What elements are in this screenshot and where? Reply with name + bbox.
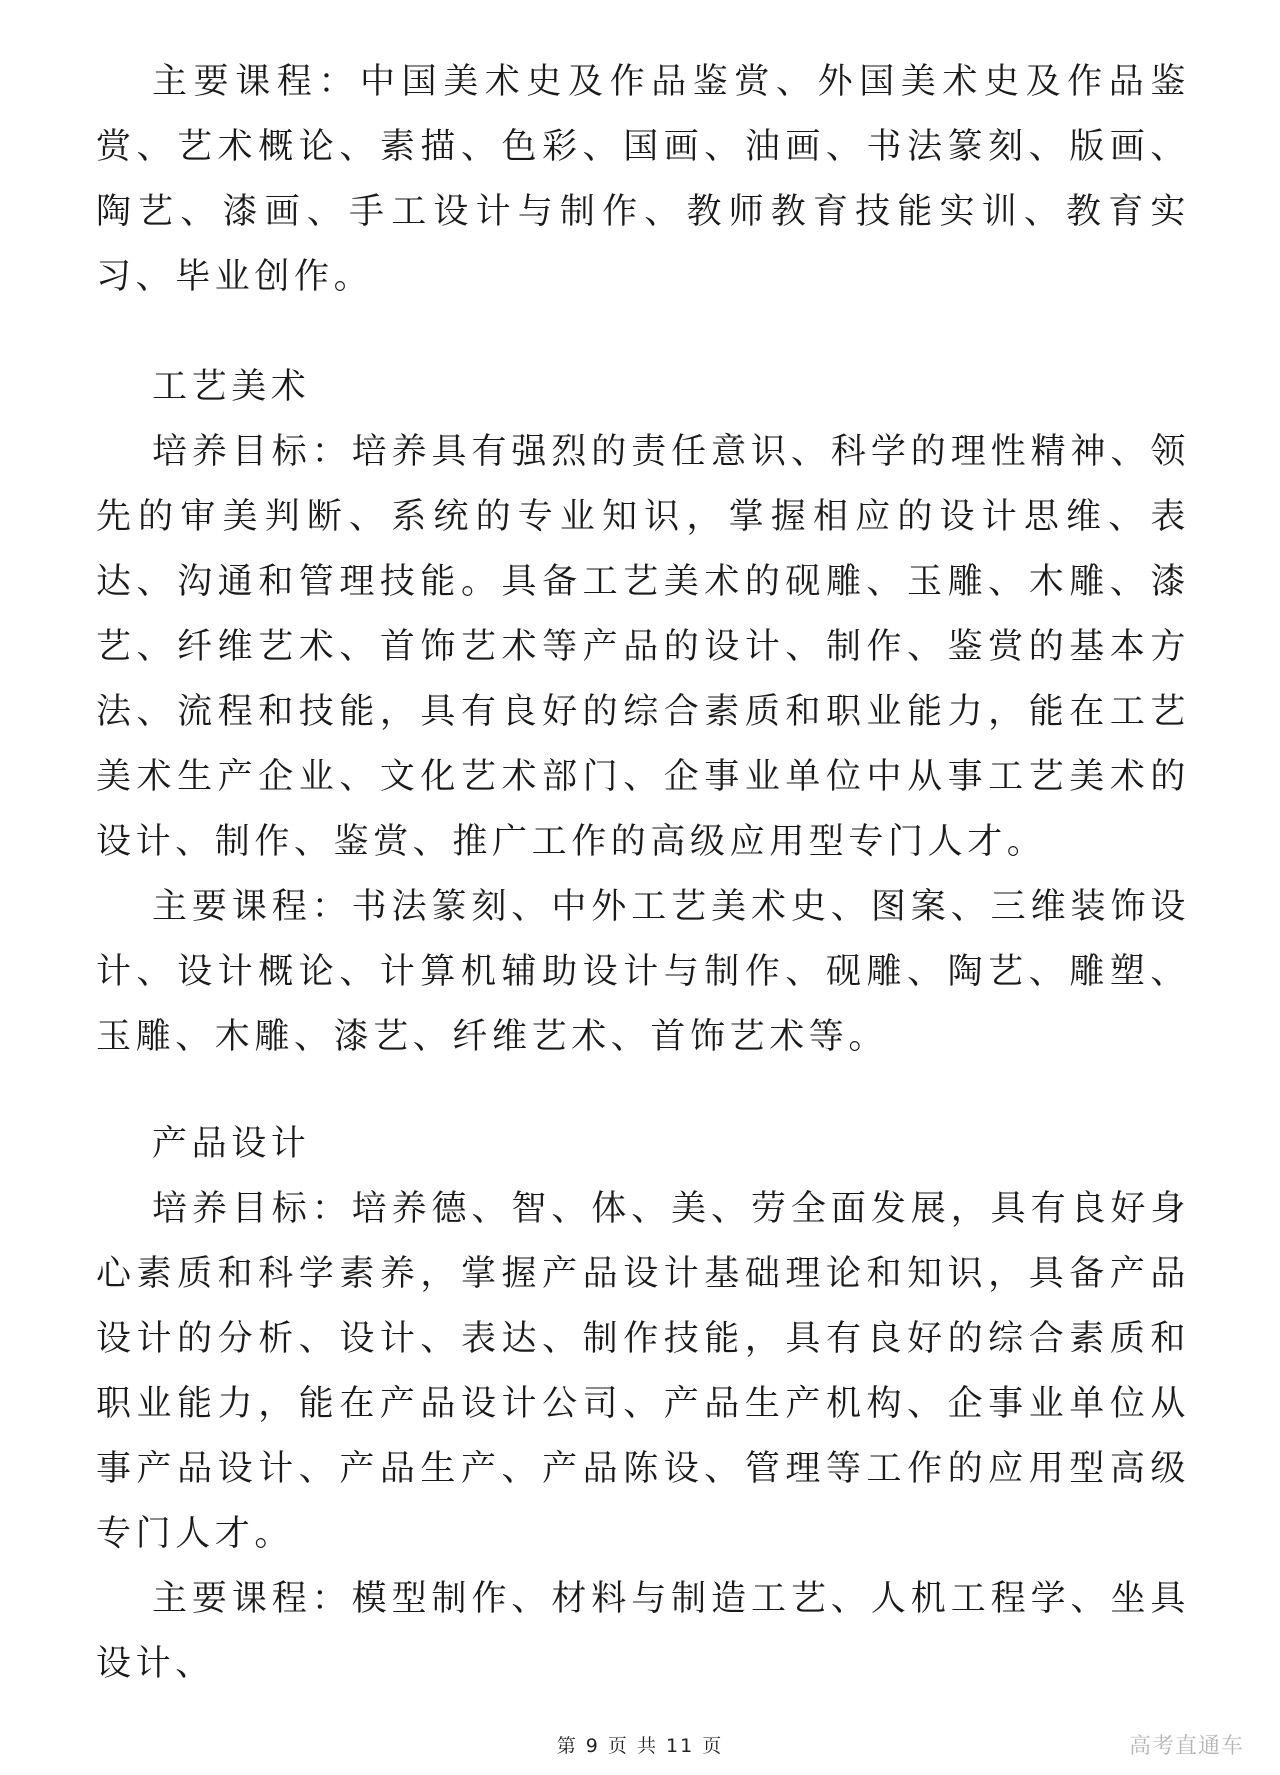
watermark-text: 高考直通车 <box>1128 1734 1244 1759</box>
goal-paragraph-crafts: 培养目标：培养具有强烈的责任意识、科学的理性精神、领先的审美判断、系统的专业知识，掌握相应的设计思维、表达、沟通和管理技能。具备工艺美术的砚雕、玉雕、木雕、漆艺、纤维艺术、首饰艺术等产品的设计、制作、鉴赏的基本方法、流程和技能，具有良好的综合素质和职业能力，能在工艺美术生产企业、文化艺术部门、企事业单位中从事工艺美术的设计、制作、鉴赏、推广工作的高级应用型专门人才。 <box>96 432 1190 862</box>
section-title-product-design: 产品设计 <box>152 1124 311 1164</box>
course-paragraph-product-design: 主要课程：模型制作、材料与制造工艺、人机工程学、坐具设计、 <box>96 1579 1190 1684</box>
document-body <box>96 50 1190 1697</box>
course-paragraph-crafts: 主要课程：书法篆刻、中外工艺美术史、图案、三维装饰设计、设计概论、计算机辅助设计与制作、砚雕、陶艺、雕塑、玉雕、木雕、漆艺、纤维艺术、首饰艺术等。 <box>96 887 1190 1057</box>
section-spacer <box>96 310 1190 355</box>
section-spacer <box>96 1070 1190 1112</box>
course-paragraph-art-education: 主要课程：中国美术史及作品鉴赏、外国美术史及作品鉴赏、艺术概论、素描、色彩、国画、油画、书法篆刻、版画、陶艺、漆画、手工设计与制作、教师教育技能实训、教育实习、毕业创作。 <box>96 62 1190 297</box>
page-number: 第 9 页 共 11 页 <box>556 1735 724 1757</box>
goal-paragraph-product-design: 培养目标：培养德、智、体、美、劳全面发展，具有良好身心素质和科学素养，掌握产品设计基础理论和知识，具备产品设计的分析、设计、表达、制作技能，具有良好的综合素质和职业能力，能在产品设计公司、产品生产机构、企事业单位从事产品设计、产品生产、产品陈设、管理等工作的应用型高级专门人才。 <box>96 1189 1190 1554</box>
section-title-crafts: 工艺美术 <box>152 367 311 407</box>
